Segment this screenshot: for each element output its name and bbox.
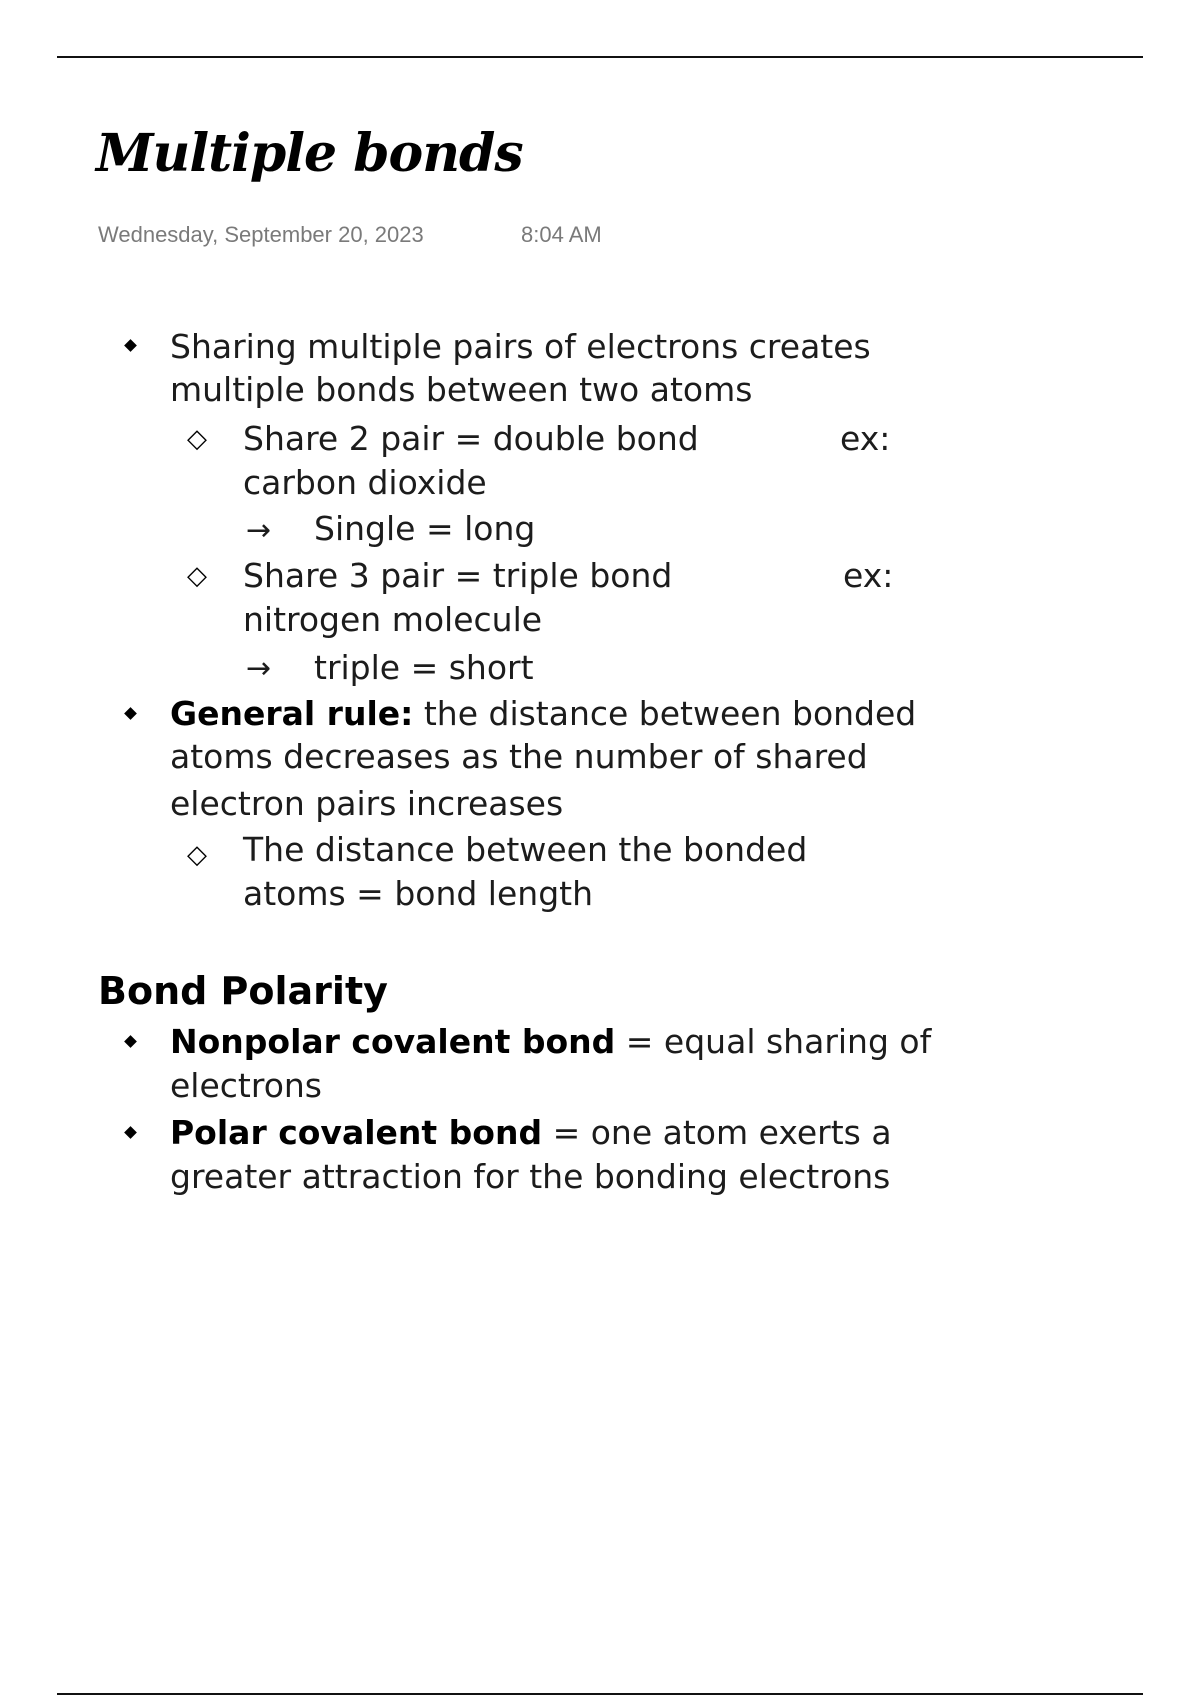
bullet-icon (124, 1126, 137, 1139)
note-line (170, 1113, 892, 1152)
example-label: ex: (843, 556, 894, 595)
arrow-icon: → (246, 513, 272, 548)
note-line (170, 1022, 932, 1061)
example-label: ex: (840, 419, 891, 458)
arrow-icon: → (246, 651, 272, 686)
note-line: electron pairs increases (170, 784, 564, 823)
top-divider (57, 56, 1143, 58)
note-line: Single = long (314, 509, 536, 548)
note-line: greater attraction for the bonding electrons (170, 1157, 891, 1196)
note-text: = one atom exerts a (552, 1113, 892, 1152)
note-line: atoms decreases as the number of shared (170, 737, 868, 776)
sub-bullet-icon: ◇ (187, 561, 207, 591)
page-title: Multiple bonds (96, 123, 523, 184)
note-text: the distance between bonded (423, 694, 917, 733)
note-line: nitrogen molecule (243, 600, 543, 639)
note-line: electrons (170, 1066, 322, 1105)
sub-bullet-icon: ◇ (187, 424, 207, 454)
note-line: triple = short (314, 648, 534, 687)
note-line (170, 694, 917, 733)
bullet-icon (124, 707, 137, 720)
bottom-divider (57, 1693, 1143, 1695)
note-line: carbon dioxide (243, 463, 487, 502)
page-time: 8:04 AM (521, 222, 602, 247)
sub-bullet-icon: ◇ (187, 840, 207, 870)
note-line: Share 2 pair = double bond (243, 419, 699, 458)
bullet-icon (124, 1035, 137, 1048)
bullet-icon (124, 339, 137, 352)
bold-term: Nonpolar covalent bond (170, 1022, 616, 1061)
note-line: The distance between the bonded (243, 830, 808, 869)
page-date: Wednesday, September 20, 2023 (98, 222, 424, 247)
note-line: Sharing multiple pairs of electrons creates (170, 327, 871, 366)
bold-term: General rule: (170, 694, 414, 733)
note-line: atoms = bond length (243, 874, 593, 913)
note-line: Share 3 pair = triple bond (243, 556, 673, 595)
section-heading: Bond Polarity (98, 969, 388, 1013)
bold-term: Polar covalent bond (170, 1113, 543, 1152)
note-text: = equal sharing of (625, 1022, 932, 1061)
note-line: multiple bonds between two atoms (170, 370, 753, 409)
